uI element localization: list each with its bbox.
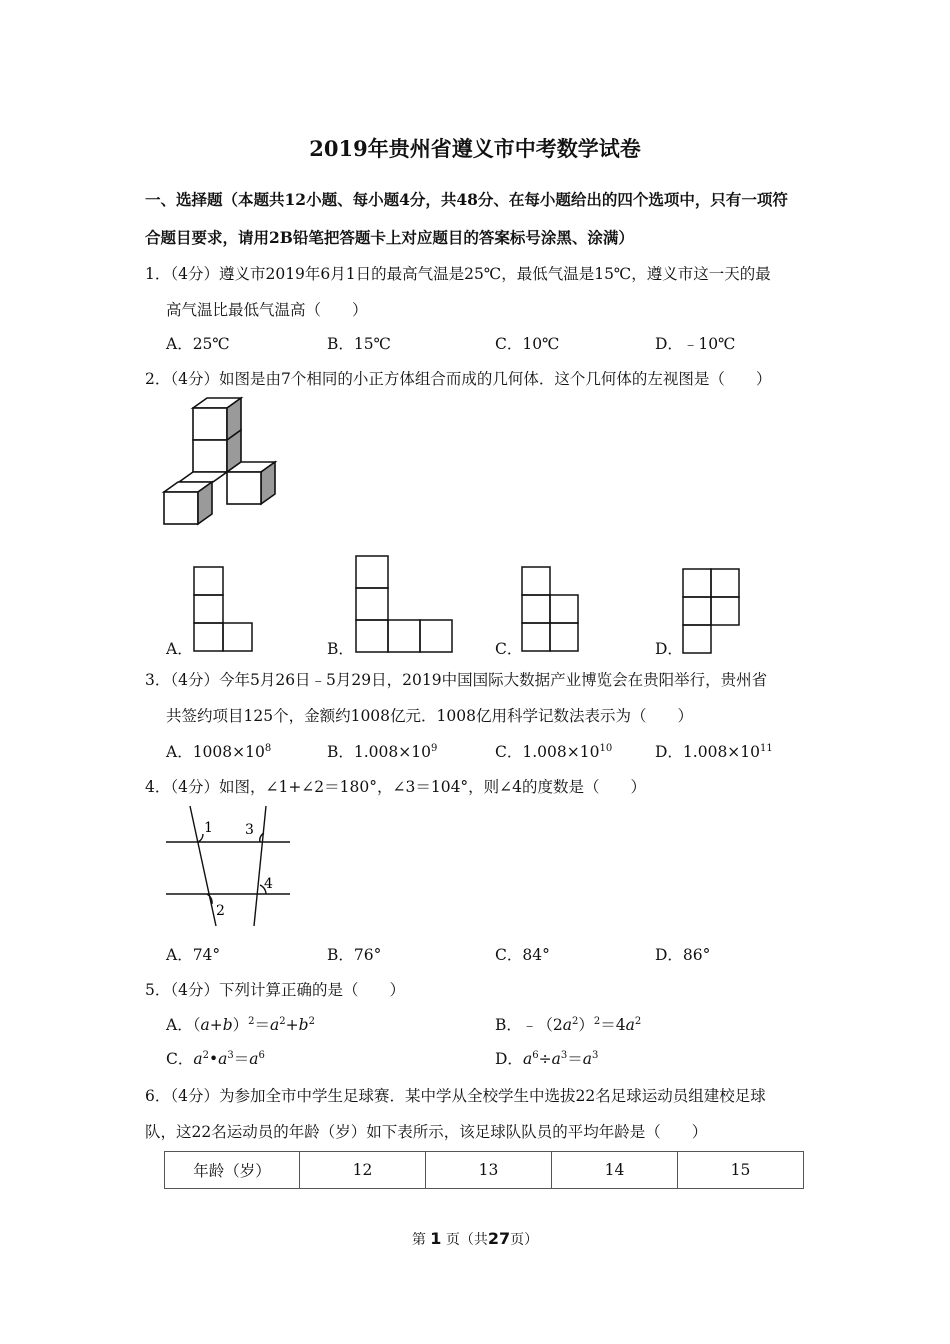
q5-option-a: A．$(a+b)^2=a^2+b^2$: [166, 1016, 315, 1034]
q2-stem: 2．（4分）如图是由7个相同的小正方体组合而成的几何体．这个几何体的左视图是（ ）: [145, 370, 772, 388]
q5-option-b: B．$﹣(2a^2)^2=4a^2$: [495, 1016, 642, 1034]
page-title: 2019年贵州省遵义市中考数学试卷: [309, 136, 641, 161]
table-cell: 14: [552, 1152, 678, 1189]
age-table: [164, 1151, 804, 1189]
page-footer: 第 1 页（共27页）: [411, 1229, 539, 1248]
q4-option-c: C．84°: [495, 946, 550, 964]
q1-option-b: B．15℃: [327, 335, 391, 353]
q3-option-b: B．$1.008\times 10^9$: [327, 743, 438, 761]
q4-option-d: D．86°: [655, 946, 711, 964]
table-cell: 15: [678, 1152, 804, 1189]
q3-option-c: C．$1.008\times 10^{10}$: [495, 743, 613, 761]
q2-option-a-figure: [193, 566, 253, 654]
q6-stem-line2: 队，这22名运动员的年龄（岁）如下表所示，该足球队队员的平均年龄是（ ）: [145, 1123, 708, 1141]
total-page-number: 27: [487, 1229, 511, 1248]
q6-stem-line1: 6．（4分）为参加全市中学生足球赛．某中学从全校学生中选拔22名足球运动员组建校足球: [145, 1087, 766, 1105]
q3-stem-line1: 3．（4分）今年5月26日﹣5月29日，2019中国国际大数据产业博览会在贵阳举行，贵州省: [145, 671, 768, 689]
q4-option-a: A．74°: [166, 946, 221, 964]
table-cell: 12: [300, 1152, 426, 1189]
q4-stem: 4．（4分）如图，∠1+∠2＝180°，∠3＝104°，则∠4的度数是（ ）: [145, 778, 647, 796]
q1-stem-line2: 高气温比最低气温高（ ）: [166, 301, 368, 319]
section-heading-line1: 一、选择题（本题共12小题、每小题4分，共48分、在每小题给出的四个选项中，只有一项符: [145, 190, 788, 209]
table-row: [165, 1152, 804, 1189]
q2-option-c-label: C．: [495, 640, 523, 658]
q2-option-d-label: D．: [655, 640, 683, 658]
q2-option-a-label: A．: [166, 640, 193, 658]
q5-option-c: C．$a^2•a^3=a^6$: [166, 1050, 265, 1068]
angle-label-3: 3: [245, 822, 254, 838]
q2-option-b-label: B．: [327, 640, 354, 658]
q3-option-a: A．$1008\times 10^8$: [166, 743, 272, 761]
q1-option-c: C．10℃: [495, 335, 560, 353]
q2-option-b-figure: [355, 555, 453, 653]
angle-label-2: 2: [216, 903, 225, 919]
q1-stem-line1: 1．（4分）遵义市2019年6月1日的最高气温是25℃，最低气温是15℃，遵义市这一天的最: [145, 265, 771, 283]
q2-cube-figure: [160, 394, 282, 528]
q2-option-d-figure: [682, 568, 740, 654]
q5-option-d: D．$a^6\div a^3=a^3$: [495, 1050, 599, 1068]
q1-option-a: A．25℃: [166, 335, 230, 353]
q4-option-b: B．76°: [327, 946, 382, 964]
q4-angle-figure: [160, 802, 295, 930]
angle-label-1: 1: [204, 820, 213, 836]
table-header-cell: 年龄（岁）: [165, 1152, 300, 1189]
current-page-number: 1: [430, 1229, 442, 1248]
q2-option-c-figure: [521, 566, 579, 654]
q3-option-d: D．$1.008\times 10^{11}$: [655, 743, 773, 761]
q1-option-d: D．﹣10℃: [655, 335, 736, 353]
section-heading-line2: 合题目要求，请用2B铅笔把答题卡上对应题目的答案标号涂黑、涂满）: [145, 228, 634, 247]
q3-stem-line2: 共签约项目125个，金额约1008亿元．1008亿用科学记数法表示为（ ）: [166, 707, 693, 725]
angle-label-4: 4: [264, 876, 273, 892]
q5-stem: 5．（4分）下列计算正确的是（ ）: [145, 981, 405, 999]
table-cell: 13: [426, 1152, 552, 1189]
